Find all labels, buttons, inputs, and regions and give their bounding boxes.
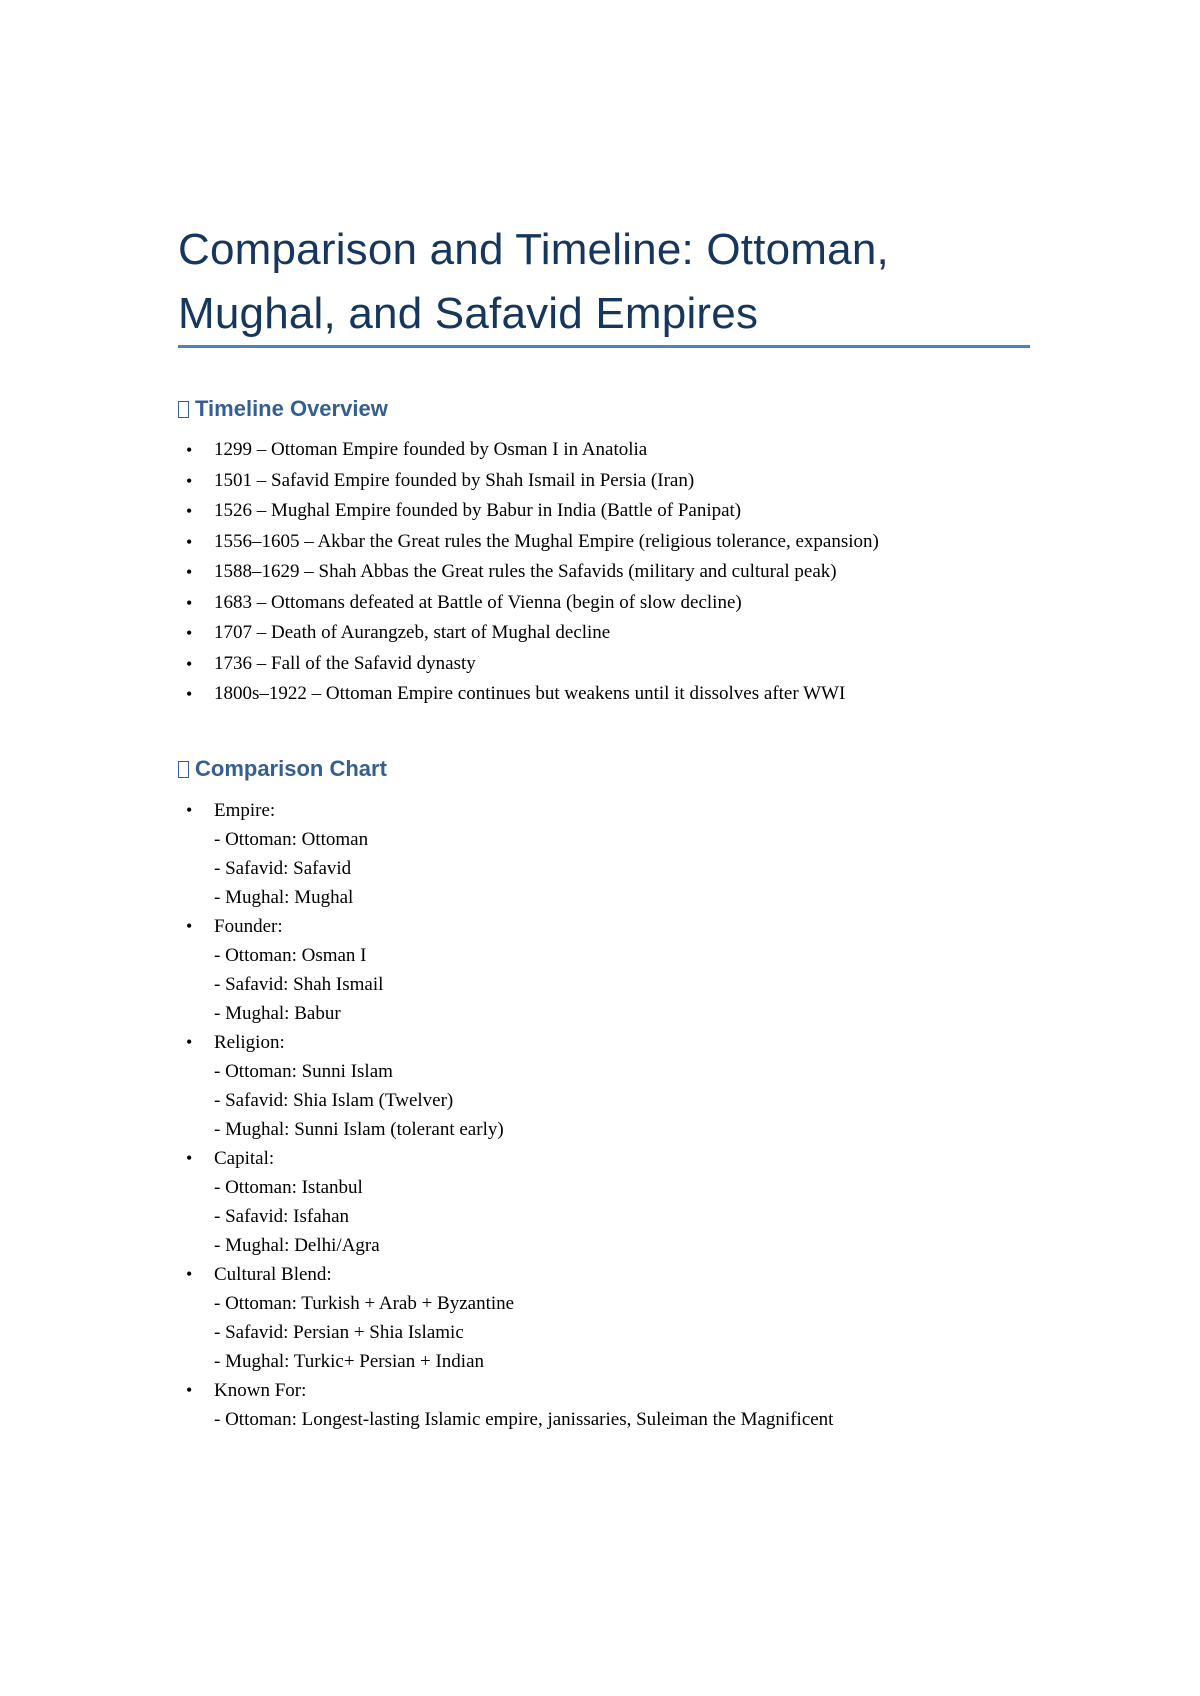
category-line: - Safavid: Isfahan xyxy=(214,1206,350,1227)
timeline-item-text: 1683 – Ottomans defeated at Battle of Vienna (begin of slow decline) xyxy=(214,591,742,613)
bullet-icon: • xyxy=(186,623,193,643)
category-line: - Ottoman: Turkish + Arab + Byzantine xyxy=(214,1293,515,1314)
category-line: - Mughal: Turkic+ Persian + Indian xyxy=(214,1351,484,1372)
timeline-item xyxy=(178,527,879,558)
comparison-category xyxy=(178,1260,833,1376)
category-label: Known For: xyxy=(214,1380,307,1401)
timeline-heading xyxy=(178,396,388,422)
category-line: - Mughal: Babur xyxy=(214,1003,341,1024)
category-line: - Mughal: Mughal xyxy=(214,887,354,908)
category-line: - Safavid: Shia Islam (Twelver) xyxy=(214,1090,454,1111)
category-label: Founder: xyxy=(214,916,283,937)
title-divider xyxy=(178,345,1030,348)
timeline-item xyxy=(178,679,879,710)
missing-glyph-icon xyxy=(178,761,189,778)
timeline-item xyxy=(178,649,879,680)
category-line: - Ottoman: Ottoman xyxy=(214,829,369,850)
bullet-icon: • xyxy=(186,916,193,936)
category-label: Religion: xyxy=(214,1032,285,1053)
bullet-icon: • xyxy=(186,800,193,820)
comparison-category xyxy=(178,1144,833,1260)
missing-glyph-icon xyxy=(178,401,189,418)
title-line-1: Comparison and Timeline: Ottoman, xyxy=(178,225,889,274)
category-line: - Ottoman: Istanbul xyxy=(214,1177,363,1198)
timeline-item-text: 1556–1605 – Akbar the Great rules the Mughal Empire (religious tolerance, expansion) xyxy=(214,530,879,552)
category-label: Empire: xyxy=(214,800,276,821)
category-line: - Mughal: Sunni Islam (tolerant early) xyxy=(214,1119,504,1140)
timeline-item-text: 1736 – Fall of the Safavid dynasty xyxy=(214,652,476,674)
category-line: - Safavid: Safavid xyxy=(214,858,352,879)
timeline-item-text: 1501 – Safavid Empire founded by Shah Ismail in Persia (Iran) xyxy=(214,469,695,491)
timeline-item-text: 1526 – Mughal Empire founded by Babur in India (Battle of Panipat) xyxy=(214,500,742,521)
bullet-icon: • xyxy=(186,653,193,674)
timeline-item xyxy=(178,435,879,466)
bullet-icon: • xyxy=(186,1148,193,1168)
comparison-list xyxy=(178,796,833,1434)
bullet-icon: • xyxy=(186,1380,193,1400)
timeline-item-text: 1707 – Death of Aurangzeb, start of Mughal decline xyxy=(214,622,611,643)
comparison-category xyxy=(178,1028,833,1144)
timeline-item xyxy=(178,496,879,527)
comparison-heading-text: Comparison Chart xyxy=(195,756,387,781)
comparison-category xyxy=(178,1376,833,1434)
comparison-heading xyxy=(178,756,387,782)
comparison-category xyxy=(178,796,833,912)
category-label: Capital: xyxy=(214,1148,275,1169)
bullet-icon: • xyxy=(186,531,193,552)
timeline-item xyxy=(178,466,879,497)
bullet-icon: • xyxy=(186,440,193,460)
bullet-icon: • xyxy=(186,470,193,491)
bullet-icon: • xyxy=(186,562,193,582)
title-line-2: Mughal, and Safavid Empires xyxy=(178,289,759,338)
timeline-item xyxy=(178,618,879,649)
category-line: - Ottoman: Osman I xyxy=(214,945,367,966)
timeline-item xyxy=(178,557,879,588)
timeline-list xyxy=(178,435,879,710)
bullet-icon: • xyxy=(186,1032,193,1052)
category-line: - Mughal: Delhi/Agra xyxy=(214,1235,380,1256)
bullet-icon: • xyxy=(186,684,193,704)
bullet-icon: • xyxy=(186,501,193,521)
bullet-icon: • xyxy=(186,1264,193,1284)
comparison-category xyxy=(178,912,833,1028)
category-line: - Safavid: Persian + Shia Islamic xyxy=(214,1322,464,1343)
category-line: - Ottoman: Longest-lasting Islamic empire, janissaries, Suleiman the Magnificent xyxy=(214,1409,834,1430)
timeline-item xyxy=(178,588,879,619)
timeline-item-text: 1800s–1922 – Ottoman Empire continues but weakens until it dissolves after WWI xyxy=(214,683,846,704)
category-line: - Ottoman: Sunni Islam xyxy=(214,1061,393,1082)
category-label: Cultural Blend: xyxy=(214,1264,332,1285)
category-line: - Safavid: Shah Ismail xyxy=(214,974,384,995)
bullet-icon: • xyxy=(186,592,193,613)
timeline-item-text: 1299 – Ottoman Empire founded by Osman I in Anatolia xyxy=(214,439,648,460)
timeline-heading-text: Timeline Overview xyxy=(195,396,388,421)
timeline-item-text: 1588–1629 – Shah Abbas the Great rules the Safavids (military and cultural peak) xyxy=(214,561,837,582)
document-title xyxy=(178,218,1030,346)
